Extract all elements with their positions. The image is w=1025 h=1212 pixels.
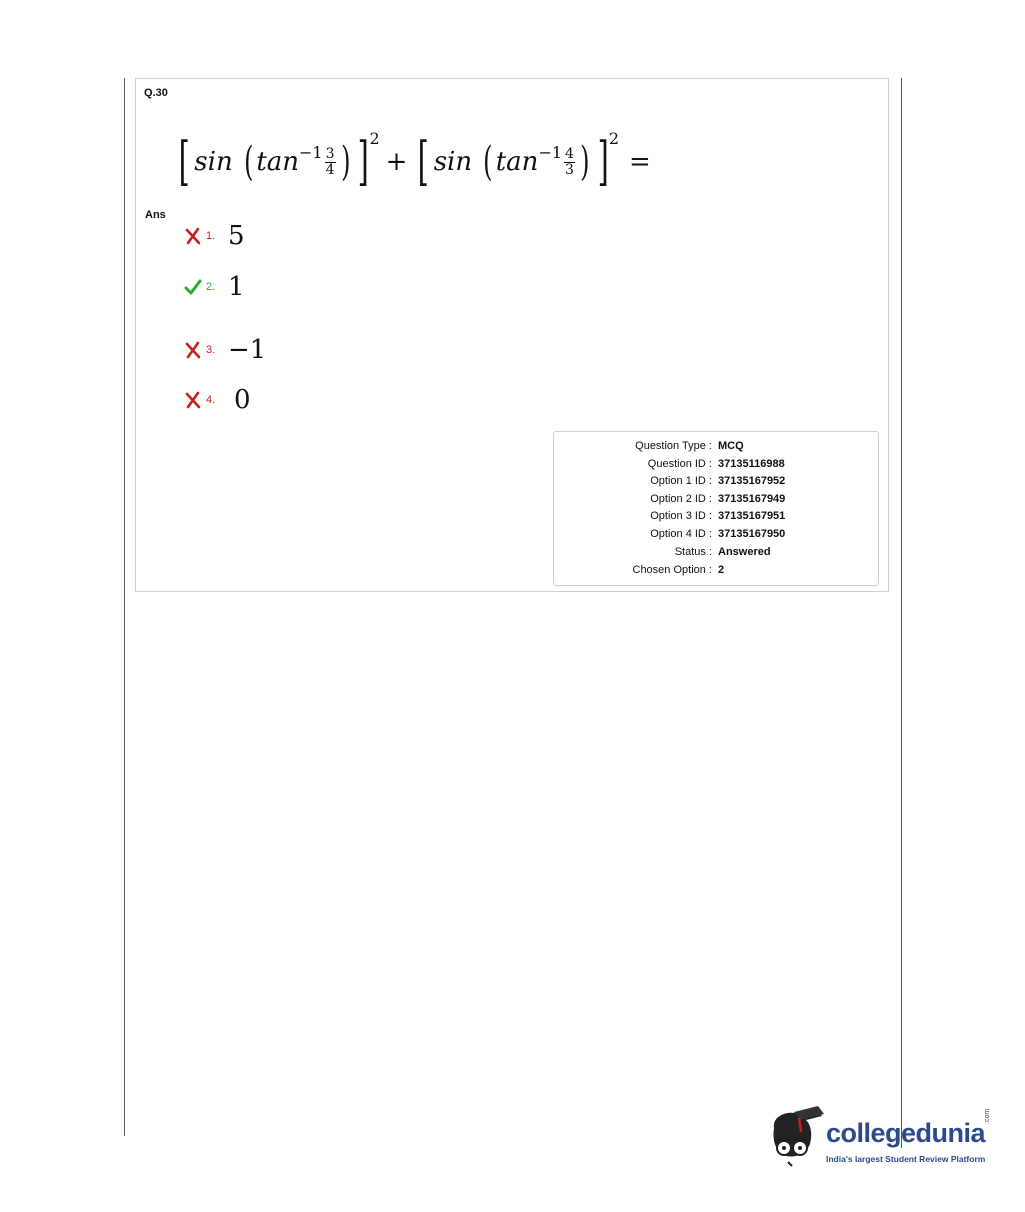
logo-suffix: .com	[984, 1108, 991, 1124]
eq-equals: =	[629, 147, 651, 177]
option-3-value: −1	[228, 335, 267, 365]
cross-icon	[184, 341, 202, 359]
info-value: 37135167949	[718, 493, 786, 505]
info-label: Option 4 ID :	[650, 528, 712, 540]
logo-tagline: India's largest Student Review Platform	[826, 1154, 986, 1164]
info-label: Option 2 ID :	[650, 493, 712, 505]
eq-power-1: 2	[369, 128, 380, 148]
option-4-value: 0	[234, 385, 251, 415]
info-value: 37135167950	[718, 528, 786, 540]
question-number: Q.30	[144, 87, 168, 99]
mascot-icon	[766, 1106, 826, 1176]
option-4-number: 4.	[206, 394, 216, 406]
option-2-value: 1	[228, 272, 245, 302]
option-3	[184, 335, 266, 365]
eq-tan-2: tan	[495, 147, 539, 177]
info-label: Status :	[674, 546, 712, 558]
option-3-number: 3.	[206, 344, 216, 356]
info-label: Chosen Option :	[632, 564, 712, 576]
option-4	[184, 385, 251, 415]
info-label: Question Type :	[635, 440, 712, 452]
info-value: 2	[718, 564, 725, 576]
collegedunia-logo	[766, 1106, 996, 1176]
info-label: Question ID :	[647, 458, 712, 470]
info-label: Option 3 ID :	[650, 510, 712, 522]
check-icon	[184, 278, 202, 296]
option-2-number: 2.	[206, 281, 216, 293]
cross-icon	[184, 391, 202, 409]
page-left-rule	[124, 78, 125, 1136]
info-label: Option 1 ID :	[650, 475, 712, 487]
eq-plus: +	[385, 147, 408, 177]
eq-inv-1: −1	[299, 142, 323, 162]
eq-frac-1: $\frac{3}{4}$	[325, 145, 335, 178]
eq-inv-2: −1	[538, 142, 563, 162]
option-2	[184, 272, 245, 302]
eq-sin-2: sin	[433, 147, 473, 177]
info-value: 37135167952	[718, 475, 786, 487]
page-right-rule	[901, 78, 902, 1148]
option-1	[184, 221, 245, 251]
answer-label: Ans	[145, 209, 166, 221]
info-value: Answered	[718, 546, 771, 558]
option-1-value: 5	[228, 221, 245, 251]
question-info-box	[553, 431, 879, 586]
option-1-number: 1.	[206, 230, 216, 242]
cross-icon	[184, 227, 202, 245]
question-equation: [ sin ( tan −1 $\frac{3}{4}$ ) ] 2 + [ sin ( tan −1 $\frac{4}{3}$ ) ] 2 =	[178, 128, 651, 192]
eq-sin-1: sin	[194, 147, 233, 177]
eq-frac-2: $\frac{4}{3}$	[565, 145, 574, 178]
logo-name: collegedunia	[826, 1118, 986, 1148]
info-value: 37135167951	[718, 510, 786, 522]
info-value: 37135116988	[718, 458, 785, 470]
info-value: MCQ	[718, 440, 744, 452]
question-panel	[135, 78, 889, 592]
eq-power-2: 2	[608, 128, 620, 148]
eq-tan-1: tan	[256, 147, 300, 177]
